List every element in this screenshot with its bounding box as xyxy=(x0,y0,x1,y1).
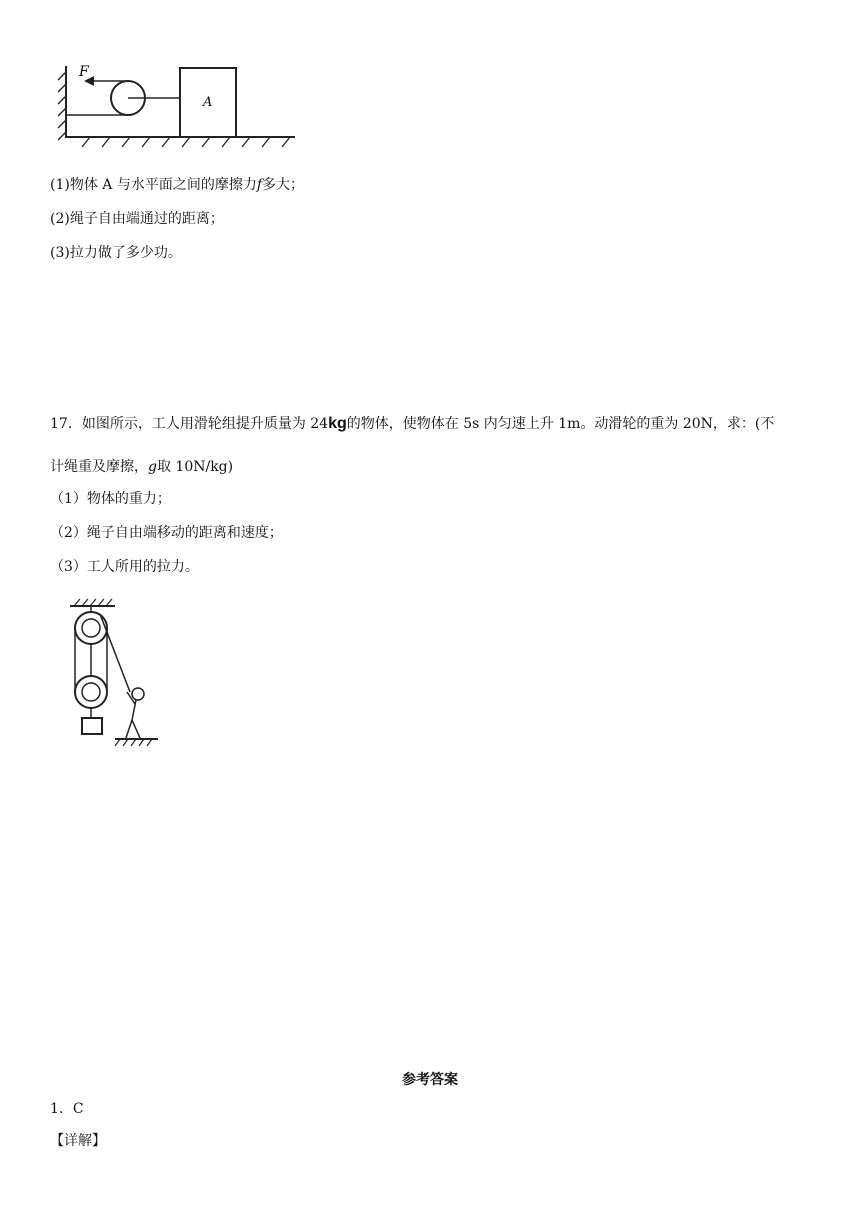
q16-item-3: (3)拉力做了多少功。 xyxy=(50,245,182,261)
pulley-block-figure xyxy=(50,60,300,155)
q16-item-2: (2)绳子自由端通过的距离； xyxy=(50,211,224,227)
q17-item-3: （3）工人所用的拉力。 xyxy=(50,559,199,575)
q16-item-1: (1)物体 A 与水平面之间的摩擦力f多大； xyxy=(50,177,305,193)
block-label: A xyxy=(203,95,213,110)
answer-1: 1．C xyxy=(50,1101,84,1117)
q17-item-1: （1）物体的重力； xyxy=(50,491,171,507)
answer-detail-label: 【详解】 xyxy=(50,1133,106,1149)
q17-item-2: （2）绳子自由端移动的距离和速度； xyxy=(50,525,283,541)
q17-stem-line1: 17．如图所示，工人用滑轮组提升质量为 24kg的物体，使物体在 5s 内匀速上升 1m。动滑轮的重为 20N，求：(不 xyxy=(50,415,775,432)
answers-heading: 参考答案 xyxy=(402,1072,458,1088)
pulley-worker-figure xyxy=(60,598,170,748)
force-label: F xyxy=(79,64,89,80)
q17-stem-line2: 计绳重及摩擦，g取 10N/kg) xyxy=(50,459,234,475)
